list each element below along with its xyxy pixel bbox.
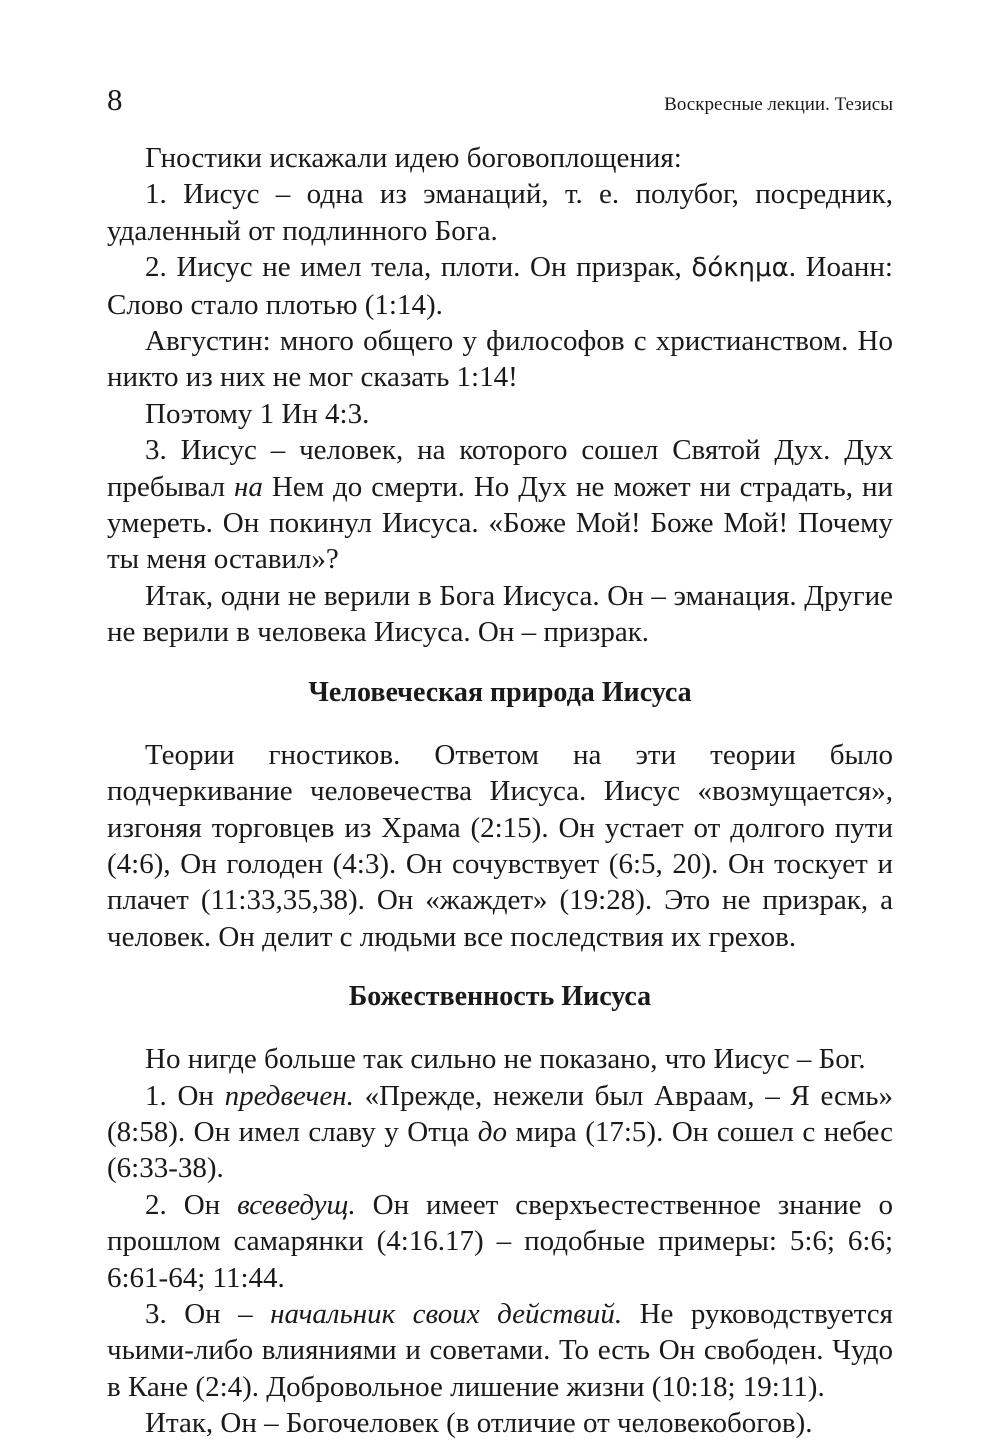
paragraph: Итак, Он – Богочеловек (в отличие от человекобогов).	[145, 1407, 813, 1440]
emphasis: всеведущ.	[237, 1188, 356, 1221]
paragraph: Итак, одни не верили в Бога Иисуса. Он – эманация. Другие не верили в человека Иисуса. Он – призрак.	[107, 579, 893, 649]
text-run: 3. Иисус – человек, на которого сошел Святой Дух. Дух пребывал	[107, 434, 893, 503]
paragraph	[107, 1187, 893, 1296]
emphasis: на	[234, 470, 263, 503]
paragraph: 1. Иисус – одна из эманаций, т. е. полубог, посредник, удаленный от подлинного Бога.	[107, 178, 893, 247]
text-run: 2. Он	[145, 1188, 238, 1221]
text-run: Нем до смерти. Но Дух не может ни страдать, ни умереть. Он покинул Иисуса. «Боже Мой! Боже Мой! Почему ты меня оставил»?	[107, 470, 893, 576]
page-number: 8	[107, 82, 123, 117]
text-run: . Иоанн: Слово стало плотью (1:14).	[107, 251, 893, 321]
text-run: Он имеет сверхъестественное знание о прошлом самарянки (4:16.17) – подобные примеры: 5:6; 6:6; 6:61-64; 11:44.	[107, 1188, 893, 1294]
paragraph	[107, 1296, 893, 1405]
paragraph: Теории гностиков. Ответом на эти теории было подчеркивание человечества Иисуса. Иисус «возмущается», изгоняя торговцев из Храма (2:15). Он устает от долгого пути (4:6), Он голоден (4:3). Он сочувствует (6:5, 20). Он тоскует и плачет (11:33,35,38). Он «жаждет» (19:28). Это не призрак, а человек. Он делит с людьми все последствия их грехов.	[107, 738, 893, 953]
paragraph	[107, 1078, 893, 1187]
text-run: 2. Иисус не имел тела, плоти. Он призрак,	[145, 251, 692, 284]
paragraph: Августин: много общего у философов с христианством. Но никто из них не мог сказать 1:14!	[107, 325, 893, 394]
paragraph	[107, 432, 893, 578]
paragraph	[107, 249, 893, 323]
emphasis: начальник своих действий.	[270, 1297, 623, 1330]
greek-word: δόκημα	[691, 253, 789, 284]
emphasis: предвечен.	[224, 1079, 354, 1112]
text-run: «Прежде, нежели был Авраам, – Я есмь» (8:58). Он имел славу у Отца	[107, 1079, 893, 1148]
paragraph: Поэтому 1 Ин 4:3.	[145, 397, 370, 430]
text-run: мира (17:5). Он сошел с небес (6:33-38).	[107, 1115, 893, 1185]
text-run: Не руководствуется чьими-либо влияниями и советами. То есть Он свободен. Чудо в Кане (2:4). Добровольное лишение жизни (10:18; 19:11).	[107, 1297, 893, 1403]
paragraph: Гностики искажали идею боговоплощения:	[145, 142, 682, 174]
page-header	[107, 82, 893, 118]
emphasis: до	[477, 1115, 507, 1148]
page-body	[107, 140, 893, 1442]
text-run: 1. Он	[145, 1079, 225, 1112]
section-heading: Божественность Иисуса	[348, 981, 652, 1013]
text-run: 3. Он –	[145, 1297, 271, 1330]
paragraph: Но нигде больше так сильно не показано, что Иисус – Бог.	[145, 1043, 866, 1076]
section-heading: Человеческая природа Иисуса	[308, 676, 692, 708]
running-title: Воскресные лекции. Тезисы	[664, 94, 893, 115]
